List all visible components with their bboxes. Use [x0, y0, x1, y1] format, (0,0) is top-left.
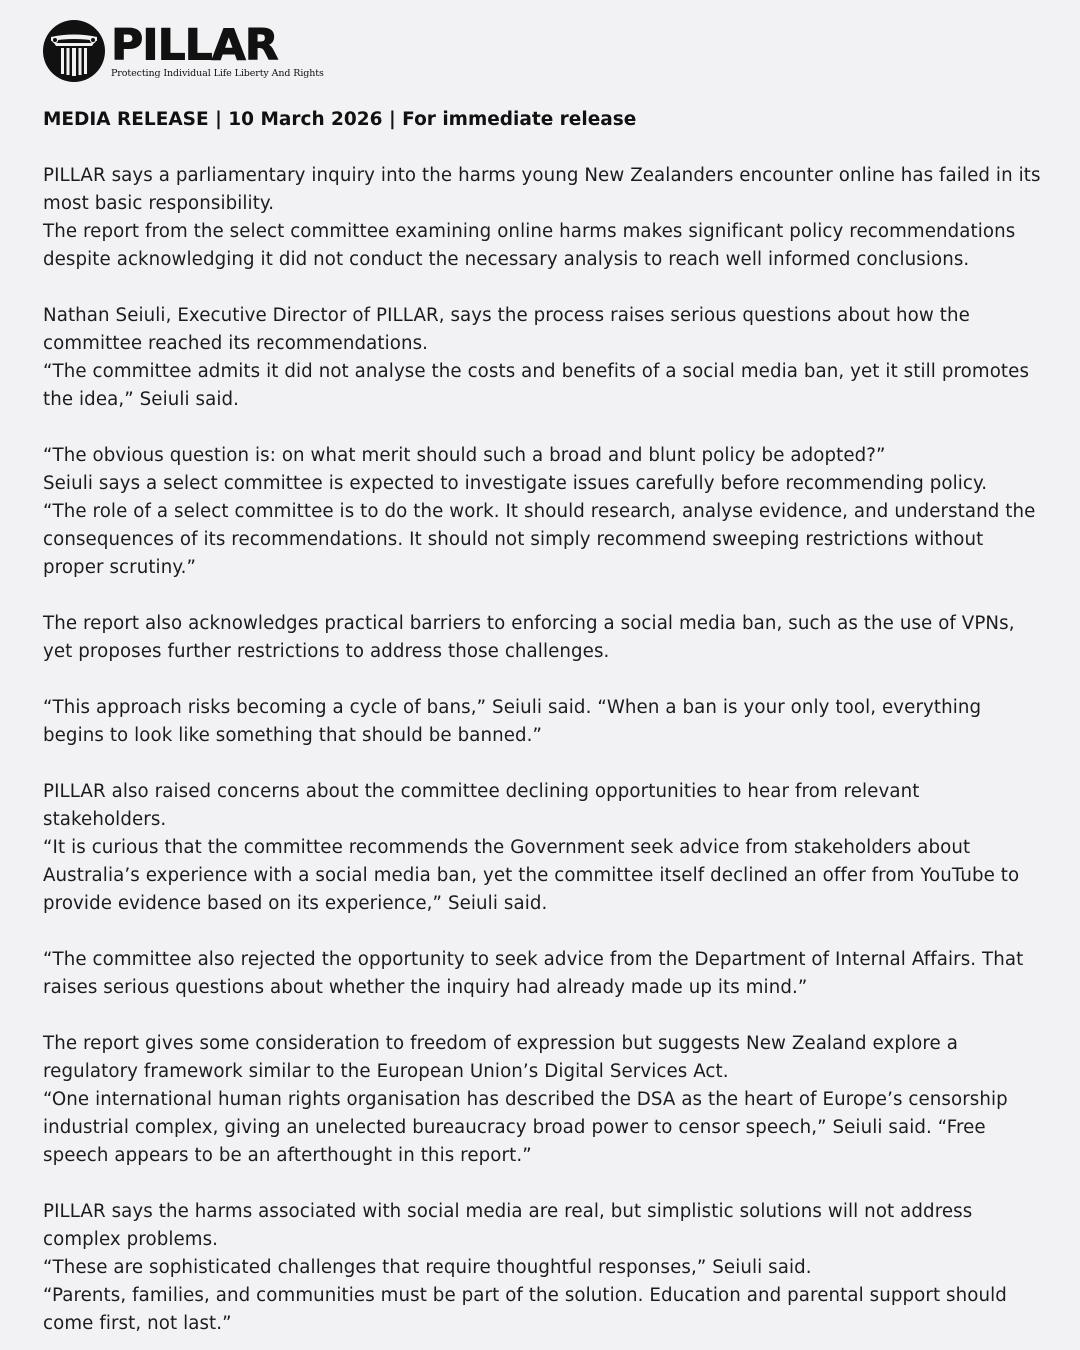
- text-line: The report gives some consideration to freedom of expression but suggests New Zealand explore a regulatory framework similar to the European Union’s Digital Services Act.: [43, 1033, 958, 1082]
- text-line: “This approach risks becoming a cycle of bans,” Seiuli said. “When a ban is your only tool, everything begins to look like something that should be banned.”: [43, 697, 982, 746]
- paragraph: [43, 162, 1043, 274]
- text-line: “It is curious that the committee recommends the Government seek advice from stakeholders about Australia’s experience with a social media ban, yet the committee itself declined an offer from YouTube to provide evidence based on its experience,” Seiuli said.: [43, 837, 1020, 914]
- logo: [43, 18, 1043, 84]
- logo-tagline: Protecting Individual Life Liberty And Rights: [111, 67, 324, 79]
- text-line: “The obvious question is: on what merit should such a broad and blunt policy be adopted?”: [43, 445, 886, 466]
- paragraph: [43, 442, 1043, 582]
- paragraph: [43, 610, 1043, 666]
- release-body: [43, 162, 1043, 1338]
- text-line: “Parents, families, and communities must be part of the solution. Education and parental support should come first, not last.”: [43, 1285, 1007, 1334]
- text-line: “The role of a select committee is to do the work. It should research, analyse evidence, and understand the consequences of its recommendations. It should not simply recommend sweeping restrictions without proper scrutiny.”: [43, 501, 1036, 578]
- logo-wordmark: PILLAR: [111, 20, 278, 71]
- text-line: “The committee admits it did not analyse the costs and benefits of a social media ban, yet it still promotes the idea,” Seiuli said.: [43, 361, 1030, 410]
- pillar-column-icon: [43, 20, 105, 82]
- text-line: Nathan Seiuli, Executive Director of PILLAR, says the process raises serious questions about how the committee reached its recommendations.: [43, 305, 970, 354]
- paragraph: [43, 778, 1043, 918]
- text-line: The report from the select committee examining online harms makes significant policy recommendations despite acknowledging it did not conduct the necessary analysis to reach well informed conclusions.: [43, 221, 1016, 270]
- text-line: PILLAR also raised concerns about the committee declining opportunities to hear from relevant stakeholders.: [43, 781, 920, 830]
- paragraph: [43, 302, 1043, 414]
- text-line: PILLAR says the harms associated with social media are real, but simplistic solutions will not address complex problems.: [43, 1201, 973, 1250]
- text-line: “One international human rights organisation has described the DSA as the heart of Europe’s censorship industrial complex, giving an unelected bureaucracy broad power to censor speech,” Seiuli said. “Free speech appears to be an afterthought in this report.”: [43, 1089, 1008, 1166]
- text-line: PILLAR says a parliamentary inquiry into the harms young New Zealanders encounter online has failed in its most basic responsibility.: [43, 165, 1041, 214]
- paragraph: [43, 1030, 1043, 1170]
- text-line: Seiuli says a select committee is expected to investigate issues carefully before recommending policy.: [43, 473, 988, 494]
- media-release-page: [43, 18, 1043, 1350]
- paragraph: [43, 946, 1043, 1002]
- text-line: The report also acknowledges practical barriers to enforcing a social media ban, such as the use of VPNs, yet proposes further restrictions to address those challenges.: [43, 613, 1015, 662]
- text-line: “These are sophisticated challenges that require thoughtful responses,” Seiuli said.: [43, 1257, 812, 1278]
- paragraph: [43, 694, 1043, 750]
- paragraph: [43, 1198, 1043, 1338]
- logo-text: [111, 20, 324, 79]
- text-line: “The committee also rejected the opportunity to seek advice from the Department of Internal Affairs. That raises serious questions about whether the inquiry had already made up its mind.”: [43, 949, 1024, 998]
- release-header: MEDIA RELEASE | 10 March 2026 | For immediate release: [43, 109, 637, 130]
